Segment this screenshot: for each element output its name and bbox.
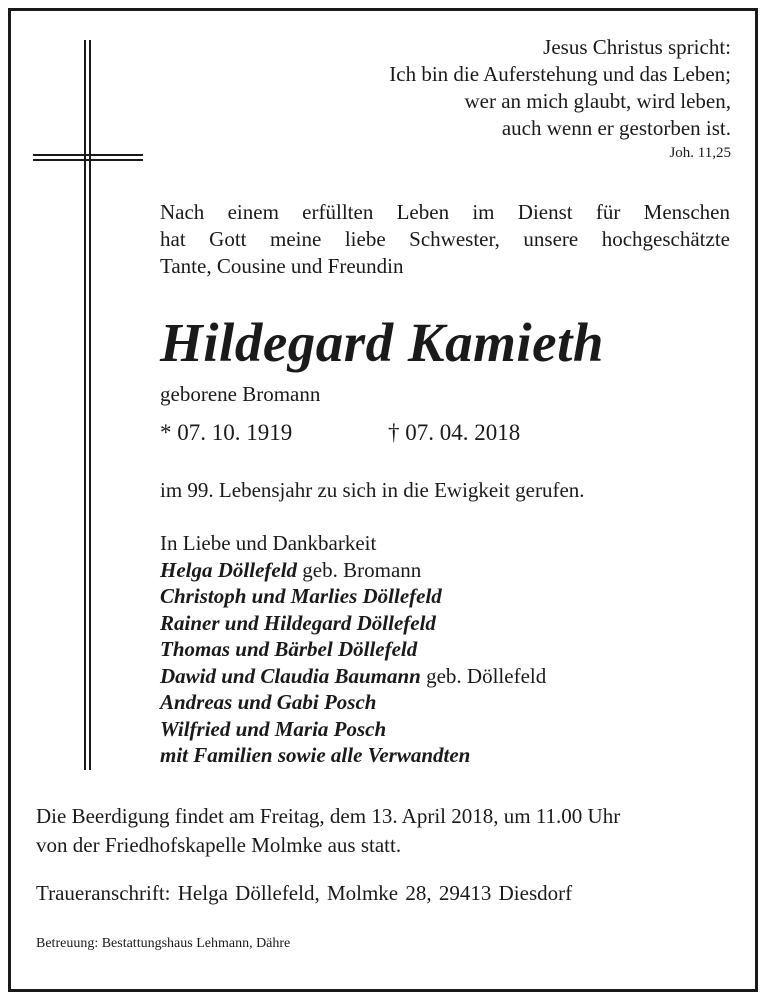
mourner-row: [160, 557, 546, 584]
mourner-name: Helga Döllefeld: [160, 557, 298, 582]
bible-verse: [389, 34, 731, 164]
cross-icon: [84, 40, 91, 770]
announcement-line: Tante, Cousine und Freundin: [160, 254, 404, 278]
age-statement: im 99. Lebensjahr zu sich in die Ewigkeit gerufen.: [160, 478, 585, 502]
announcement-line: hat Gott meine liebe Schwester, unsere hochgeschätzte: [160, 227, 730, 251]
mourner-name: mit Familien sowie alle Verwandten: [160, 743, 471, 767]
announcement-text: [160, 199, 730, 280]
verse-line: auch wenn er gestorben ist.: [501, 116, 731, 140]
mourner-name: Thomas und Bärbel Döllefeld: [160, 637, 418, 661]
funeral-info: [36, 802, 746, 860]
deceased-name: Hildegard Kamieth: [160, 312, 604, 373]
mourner-row: [160, 716, 546, 743]
mourner-row: [160, 636, 546, 663]
verse-line: Ich bin die Auferstehung und das Leben;: [389, 62, 731, 86]
mourner-row: [160, 610, 546, 637]
mourning-address: Traueranschrift: Helga Döllefeld, Molmke 28, 29413 Diesdorf: [36, 881, 573, 905]
mourner-name: Rainer und Hildegard Döllefeld: [160, 610, 436, 635]
announcement-line: Nach einem erfüllten Leben im Dienst für Menschen: [160, 200, 730, 224]
mourner-name: Christoph und Marlies Döllefeld: [160, 584, 442, 608]
verse-intro: Jesus Christus spricht:: [543, 35, 731, 59]
mourner-row: [160, 583, 546, 610]
maiden-name: geborene Bromann: [160, 382, 321, 406]
cross-icon-crossbar: [33, 154, 143, 161]
funeral-line: Die Beerdigung findet am Freitag, dem 13. April 2018, um 11.00 Uhr: [36, 804, 621, 828]
verse-reference: Joh. 11,25: [669, 145, 731, 161]
mourner-suffix: geb. Döllefeld: [420, 663, 547, 688]
verse-line: wer an mich glaubt, wird leben,: [464, 89, 731, 113]
mourner-row: [160, 742, 546, 769]
birth-date: * 07. 10. 1919: [160, 420, 293, 445]
funeral-home: Betreuung: Bestattungshaus Lehmann, Dähre: [36, 936, 291, 951]
funeral-line: von der Friedhofskapelle Molmke aus statt.: [36, 833, 402, 857]
mourner-row: [160, 663, 546, 690]
mourner-name: Andreas und Gabi Posch: [160, 690, 377, 714]
death-date: † 07. 04. 2018: [388, 420, 521, 445]
mourner-row: [160, 689, 546, 716]
mourner-suffix: geb. Bromann: [297, 557, 422, 582]
mourner-name: Dawid und Claudia Baumann: [160, 663, 421, 688]
mourner-name: Wilfried und Maria Posch: [160, 716, 387, 741]
mourners-heading: In Liebe und Dankbarkeit: [160, 531, 377, 555]
mourners-block: [160, 530, 546, 769]
